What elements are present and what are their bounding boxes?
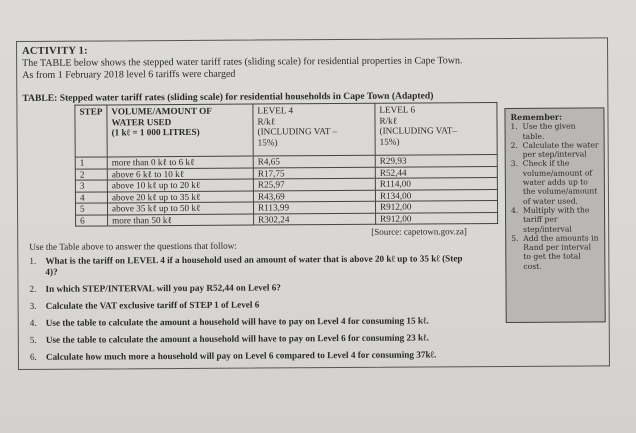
table-row xyxy=(76,212,498,226)
remember-number: 3. xyxy=(510,159,519,169)
question-number: 1. xyxy=(29,255,37,266)
header-level4-line: LEVEL 4 xyxy=(257,105,294,116)
activity-intro xyxy=(22,55,462,82)
header-volume xyxy=(107,104,253,157)
header-level4 xyxy=(253,103,375,156)
remember-callout xyxy=(504,107,605,323)
cell-step: 2 xyxy=(75,168,107,180)
remember-item xyxy=(511,140,600,159)
question-text: Use the table to calculate the amount a household will have to pay on Level 6 for consuming 23 kℓ. xyxy=(45,332,429,345)
intro-line: The TABLE below shows the stepped water tariff rates (sliding scale) for residential properties in Cape Town. xyxy=(22,55,463,69)
question-text: Calculate the VAT exclusive tariff of STEP 1 of Level 6 xyxy=(45,299,260,311)
header-level6-line: 15%) xyxy=(379,136,400,147)
question-text: What is the tariff on LEVEL 4 if a household used an amount of water that is above 20 kℓ up to 35 kℓ (Step 4)? xyxy=(45,253,463,277)
question-text: Use the table to calculate the amount a household will have to pay on Level 4 for consuming 15 kℓ. xyxy=(45,315,429,328)
remember-item xyxy=(511,159,600,206)
table-header-row xyxy=(75,103,497,158)
header-level4-line: R/kℓ xyxy=(257,115,276,127)
tariff-table xyxy=(74,102,498,227)
question-number: 4. xyxy=(29,317,37,328)
remember-text: Check if the volume/amount of water adds up to the volume/amount of water used. xyxy=(522,159,598,206)
cell-step: 4 xyxy=(75,191,107,203)
table-source: [Source: capetown.gov.za] xyxy=(371,226,467,237)
remember-number: 1. xyxy=(510,122,518,132)
cell-level6: R134,00 xyxy=(375,189,497,201)
header-level4-line: (INCLUDING VAT – xyxy=(257,126,338,137)
remember-text: Add the amounts in Rand per interval to get the total cost. xyxy=(523,233,599,271)
cell-volume: above 20 kℓ up to 35 kℓ xyxy=(107,191,253,203)
question-item xyxy=(30,298,466,312)
cell-level4: R4,65 xyxy=(253,155,375,167)
cell-step: 3 xyxy=(75,180,107,192)
cell-volume: more than 0 kℓ to 6 kℓ xyxy=(107,156,253,168)
cell-step: 6 xyxy=(76,214,108,226)
header-volume-line: (1 kℓ = 1 000 LITRES) xyxy=(111,126,200,138)
header-level6-line: R/kℓ xyxy=(379,115,398,126)
cell-level6: R912,00 xyxy=(375,201,497,213)
remember-item xyxy=(511,233,600,271)
remember-text: Multiply with the tariff per step/interval xyxy=(523,205,590,234)
cell-step: 1 xyxy=(75,157,107,169)
header-volume-line: WATER USED xyxy=(111,116,172,127)
cell-level6: R29,93 xyxy=(375,155,497,167)
remember-list xyxy=(511,122,601,271)
cell-volume: above 35 kℓ up to 50 kℓ xyxy=(107,202,253,214)
remember-text: Use the given table. xyxy=(522,121,576,141)
question-text: Calculate how much more a household will pay on Level 6 compared to Level 4 for consuming 37kℓ. xyxy=(45,349,437,362)
cell-level4: R17,75 xyxy=(253,167,375,179)
remember-number: 2. xyxy=(510,140,518,150)
cell-volume: above 6 kℓ to 10 kℓ xyxy=(107,168,253,180)
activity-frame xyxy=(16,37,610,370)
header-step: STEP xyxy=(75,105,107,157)
questions-list xyxy=(29,253,466,369)
question-item xyxy=(30,315,466,329)
intro-line: As from 1 February 2018 level 6 tariffs were charged xyxy=(22,68,236,81)
activity-title: ACTIVITY 1: xyxy=(22,45,88,57)
cell-level4: R113,99 xyxy=(253,201,375,213)
questions-instruction: Use the Table above to answer the questions that follow: xyxy=(29,240,237,252)
question-number: 2. xyxy=(29,283,37,294)
header-level4-line: 15%) xyxy=(257,136,278,148)
cell-volume: more than 50 kℓ xyxy=(108,214,254,226)
remember-text: Calculate the water per step/interval xyxy=(522,140,599,160)
cell-level4: R43,69 xyxy=(253,190,375,202)
cell-level4: R25,97 xyxy=(253,178,375,190)
cell-level4: R302,24 xyxy=(254,213,376,225)
remember-item xyxy=(511,205,600,233)
cell-level6: R912,00 xyxy=(376,212,498,224)
remember-title: Remember: xyxy=(510,111,563,122)
table-caption: TABLE: Stepped water tariff rates (sliding scale) for residential households in Cape Town (Adapted) xyxy=(22,90,434,104)
question-item xyxy=(29,253,465,278)
remember-number: 4. xyxy=(511,205,519,215)
cell-step: 5 xyxy=(75,203,107,215)
header-level6 xyxy=(375,103,497,156)
header-level6-line: (INCLUDING VAT– xyxy=(379,125,458,136)
remember-item xyxy=(511,122,600,141)
header-level6-line: LEVEL 6 xyxy=(379,104,416,115)
cell-level6: R114,00 xyxy=(375,178,497,190)
cell-level6: R52,44 xyxy=(375,166,497,178)
question-item xyxy=(29,281,465,295)
question-item xyxy=(30,349,466,363)
header-volume-line: VOLUME/AMOUNT OF xyxy=(111,105,212,117)
question-text: In which STEP/INTERVAL will you pay R52,44 on Level 6? xyxy=(45,282,281,294)
question-item xyxy=(30,332,466,346)
question-number: 6. xyxy=(29,351,37,362)
remember-number: 5. xyxy=(511,233,519,243)
question-number: 5. xyxy=(29,334,37,345)
question-number: 3. xyxy=(29,300,37,311)
cell-volume: above 10 kℓ up to 20 kℓ xyxy=(107,179,253,191)
